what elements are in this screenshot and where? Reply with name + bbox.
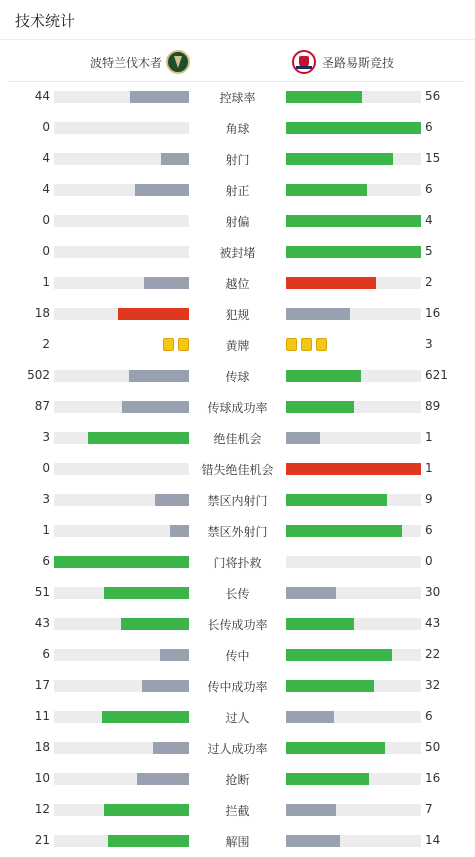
home-bar-fill xyxy=(129,370,189,382)
away-value: 56 xyxy=(425,89,441,103)
away-value: 0 xyxy=(425,554,433,568)
home-bar-track xyxy=(54,463,189,475)
away-value: 6 xyxy=(425,709,433,723)
away-bar-fill xyxy=(286,773,369,785)
away-bar-fill xyxy=(286,91,362,103)
away-bar-track xyxy=(286,649,421,661)
home-bar-fill xyxy=(130,91,189,103)
away-bar-track xyxy=(286,91,421,103)
away-value: 6 xyxy=(425,182,433,196)
yellow-card-icon xyxy=(178,338,189,351)
stat-row xyxy=(0,361,475,392)
home-bar-track xyxy=(54,742,189,754)
stat-label: 拦截 xyxy=(225,804,250,818)
home-value: 87 xyxy=(34,399,50,413)
home-bar-track xyxy=(54,246,189,258)
stat-row xyxy=(0,82,475,113)
away-bar-track xyxy=(286,401,421,413)
stat-row xyxy=(0,299,475,330)
stat-label: 被封堵 xyxy=(219,246,256,260)
away-value: 22 xyxy=(425,647,441,661)
home-bar-fill xyxy=(121,618,189,630)
home-value: 0 xyxy=(42,244,50,258)
stat-row xyxy=(0,516,475,547)
away-bar-track xyxy=(286,494,421,506)
away-value: 4 xyxy=(425,213,433,227)
home-bar-track xyxy=(54,680,189,692)
away-bar-track xyxy=(286,680,421,692)
home-bar-track xyxy=(54,804,189,816)
home-bar-fill xyxy=(144,277,189,289)
stat-label: 禁区外射门 xyxy=(207,525,268,539)
stat-label: 黄牌 xyxy=(225,339,250,353)
away-bar-track xyxy=(286,246,421,258)
stat-label: 绝佳机会 xyxy=(213,432,262,446)
home-bar-fill xyxy=(102,711,189,723)
home-value: 3 xyxy=(42,492,50,506)
stat-label: 犯规 xyxy=(225,308,250,322)
away-bar-track xyxy=(286,742,421,754)
home-bar-fill xyxy=(153,742,189,754)
away-value: 89 xyxy=(425,399,441,413)
stat-row xyxy=(0,795,475,826)
stat-label: 角球 xyxy=(225,122,250,136)
away-value: 1 xyxy=(425,461,433,475)
home-bar-fill xyxy=(108,835,189,847)
stat-label: 过人 xyxy=(225,711,250,725)
away-bar-fill xyxy=(286,277,376,289)
away-bar-track xyxy=(286,463,421,475)
away-bar-fill xyxy=(286,680,374,692)
away-bar-fill xyxy=(286,525,402,537)
away-bar-track xyxy=(286,184,421,196)
home-bar-track xyxy=(54,525,189,537)
away-bar-fill xyxy=(286,432,320,444)
home-bar-fill xyxy=(122,401,189,413)
home-bar-track xyxy=(54,215,189,227)
away-bar-fill xyxy=(286,122,421,134)
home-bar-track xyxy=(54,835,189,847)
home-value: 10 xyxy=(34,771,50,785)
home-value: 502 xyxy=(27,368,50,382)
away-value: 3 xyxy=(425,337,433,351)
home-value: 0 xyxy=(42,461,50,475)
away-bar-fill xyxy=(286,835,340,847)
home-value: 43 xyxy=(34,616,50,630)
stat-row xyxy=(0,175,475,206)
away-value: 32 xyxy=(425,678,441,692)
stat-label: 传中成功率 xyxy=(207,680,268,694)
away-bar-track xyxy=(286,773,421,785)
home-bar-track xyxy=(54,773,189,785)
portland-timbers-logo-icon xyxy=(166,50,190,74)
home-value: 6 xyxy=(42,647,50,661)
stat-label: 传球 xyxy=(225,370,250,384)
stat-label: 射偏 xyxy=(225,215,250,229)
away-bar-fill xyxy=(286,711,334,723)
away-value: 15 xyxy=(425,151,441,165)
away-value: 50 xyxy=(425,740,441,754)
home-value: 1 xyxy=(42,275,50,289)
home-value: 4 xyxy=(42,151,50,165)
home-bar-track xyxy=(54,122,189,134)
stat-row xyxy=(0,640,475,671)
away-bar-track xyxy=(286,587,421,599)
stat-row xyxy=(0,423,475,454)
home-bar-fill xyxy=(104,587,189,599)
stat-label: 控球率 xyxy=(219,91,256,105)
stat-row xyxy=(0,671,475,702)
away-bar-fill xyxy=(286,463,421,475)
away-bar-track xyxy=(286,277,421,289)
away-value: 6 xyxy=(425,120,433,134)
st-louis-city-logo-icon xyxy=(292,50,316,74)
stat-row xyxy=(0,237,475,268)
away-bar-track xyxy=(286,618,421,630)
home-bar-fill xyxy=(155,494,189,506)
yellow-card-icon xyxy=(286,338,297,351)
home-value: 1 xyxy=(42,523,50,537)
stat-row xyxy=(0,392,475,423)
stat-label: 射门 xyxy=(225,153,250,167)
stats-header xyxy=(0,0,475,40)
away-bar-track xyxy=(286,432,421,444)
home-bar-fill xyxy=(160,649,189,661)
away-team[interactable] xyxy=(292,48,394,76)
home-value: 18 xyxy=(34,306,50,320)
away-bar-fill xyxy=(286,308,350,320)
home-bar-track xyxy=(54,401,189,413)
home-value: 17 xyxy=(34,678,50,692)
away-bar-fill xyxy=(286,215,421,227)
yellow-card-icon xyxy=(163,338,174,351)
away-bar-fill xyxy=(286,804,336,816)
stat-row xyxy=(0,113,475,144)
home-bar-fill xyxy=(161,153,189,165)
home-bar-fill xyxy=(137,773,189,785)
away-value: 1 xyxy=(425,430,433,444)
home-bar-fill xyxy=(135,184,189,196)
page-title: 技术统计 xyxy=(15,12,76,30)
stat-row xyxy=(0,702,475,733)
home-bar-fill xyxy=(170,525,189,537)
home-bar-track xyxy=(54,649,189,661)
yellow-card-icon xyxy=(301,338,312,351)
home-value: 12 xyxy=(34,802,50,816)
away-value: 621 xyxy=(425,368,448,382)
home-bar-track xyxy=(54,432,189,444)
away-bar-fill xyxy=(286,494,387,506)
away-bar-fill xyxy=(286,184,367,196)
home-value: 44 xyxy=(34,89,50,103)
stat-row xyxy=(0,826,475,857)
away-value: 7 xyxy=(425,802,433,816)
home-bar-track xyxy=(54,184,189,196)
away-bar-fill xyxy=(286,649,392,661)
away-yellow-cards xyxy=(286,338,327,351)
stat-row xyxy=(0,609,475,640)
home-team[interactable] xyxy=(90,48,190,76)
stat-label: 传球成功率 xyxy=(207,401,268,415)
home-value: 6 xyxy=(42,554,50,568)
stat-row xyxy=(0,144,475,175)
away-team-name: 圣路易斯竞技 xyxy=(322,55,395,70)
stat-label: 长传成功率 xyxy=(207,618,268,632)
home-value: 51 xyxy=(34,585,50,599)
stat-label: 错失绝佳机会 xyxy=(201,463,274,477)
away-bar-fill xyxy=(286,246,421,258)
home-bar-track xyxy=(54,277,189,289)
away-value: 16 xyxy=(425,306,441,320)
away-value: 30 xyxy=(425,585,441,599)
home-value: 0 xyxy=(42,213,50,227)
away-value: 43 xyxy=(425,616,441,630)
away-bar-track xyxy=(286,835,421,847)
home-bar-track xyxy=(54,91,189,103)
away-bar-track xyxy=(286,711,421,723)
stat-label: 过人成功率 xyxy=(207,742,268,756)
away-bar-track xyxy=(286,370,421,382)
away-value: 14 xyxy=(425,833,441,847)
home-yellow-cards xyxy=(163,338,189,351)
home-bar-fill xyxy=(142,680,189,692)
stat-row xyxy=(0,733,475,764)
home-bar-track xyxy=(54,618,189,630)
away-bar-fill xyxy=(286,153,393,165)
home-bar-track xyxy=(54,556,189,568)
away-bar-track xyxy=(286,804,421,816)
away-value: 2 xyxy=(425,275,433,289)
yellow-card-icon xyxy=(316,338,327,351)
away-bar-fill xyxy=(286,370,361,382)
away-bar-fill xyxy=(286,742,385,754)
home-bar-track xyxy=(54,153,189,165)
stat-row xyxy=(0,578,475,609)
stat-label: 门将扑救 xyxy=(213,556,262,570)
away-value: 5 xyxy=(425,244,433,258)
stat-label: 越位 xyxy=(225,277,250,291)
away-value: 16 xyxy=(425,771,441,785)
home-value: 0 xyxy=(42,120,50,134)
home-bar-fill xyxy=(104,804,189,816)
home-bar-fill xyxy=(88,432,189,444)
home-value: 11 xyxy=(34,709,50,723)
teams-header xyxy=(8,44,465,82)
stat-label: 传中 xyxy=(225,649,250,663)
home-bar-fill xyxy=(54,556,189,568)
home-bar-track xyxy=(54,587,189,599)
away-value: 9 xyxy=(425,492,433,506)
away-bar-track xyxy=(286,525,421,537)
home-bar-track xyxy=(54,308,189,320)
home-value: 18 xyxy=(34,740,50,754)
stat-row xyxy=(0,268,475,299)
home-bar-fill xyxy=(118,308,189,320)
stat-row xyxy=(0,764,475,795)
home-bar-track xyxy=(54,711,189,723)
stat-label: 长传 xyxy=(225,587,250,601)
stat-row xyxy=(0,485,475,516)
stat-row xyxy=(0,206,475,237)
away-bar-fill xyxy=(286,618,354,630)
away-bar-fill xyxy=(286,587,336,599)
home-value: 21 xyxy=(34,833,50,847)
away-bar-track xyxy=(286,556,421,568)
stat-label: 抢断 xyxy=(225,773,250,787)
away-bar-track xyxy=(286,215,421,227)
away-bar-track xyxy=(286,122,421,134)
stat-label: 解围 xyxy=(225,835,250,849)
home-value: 2 xyxy=(42,337,50,351)
stat-row xyxy=(0,330,475,361)
home-team-name: 波特兰伐木者 xyxy=(90,55,163,70)
stat-label: 射正 xyxy=(225,184,250,198)
home-value: 4 xyxy=(42,182,50,196)
away-value: 6 xyxy=(425,523,433,537)
stat-row xyxy=(0,547,475,578)
home-value: 3 xyxy=(42,430,50,444)
stat-label: 禁区内射门 xyxy=(207,494,268,508)
stat-row xyxy=(0,454,475,485)
away-bar-track xyxy=(286,308,421,320)
home-bar-track xyxy=(54,494,189,506)
away-bar-track xyxy=(286,153,421,165)
away-bar-fill xyxy=(286,401,354,413)
home-bar-track xyxy=(54,370,189,382)
